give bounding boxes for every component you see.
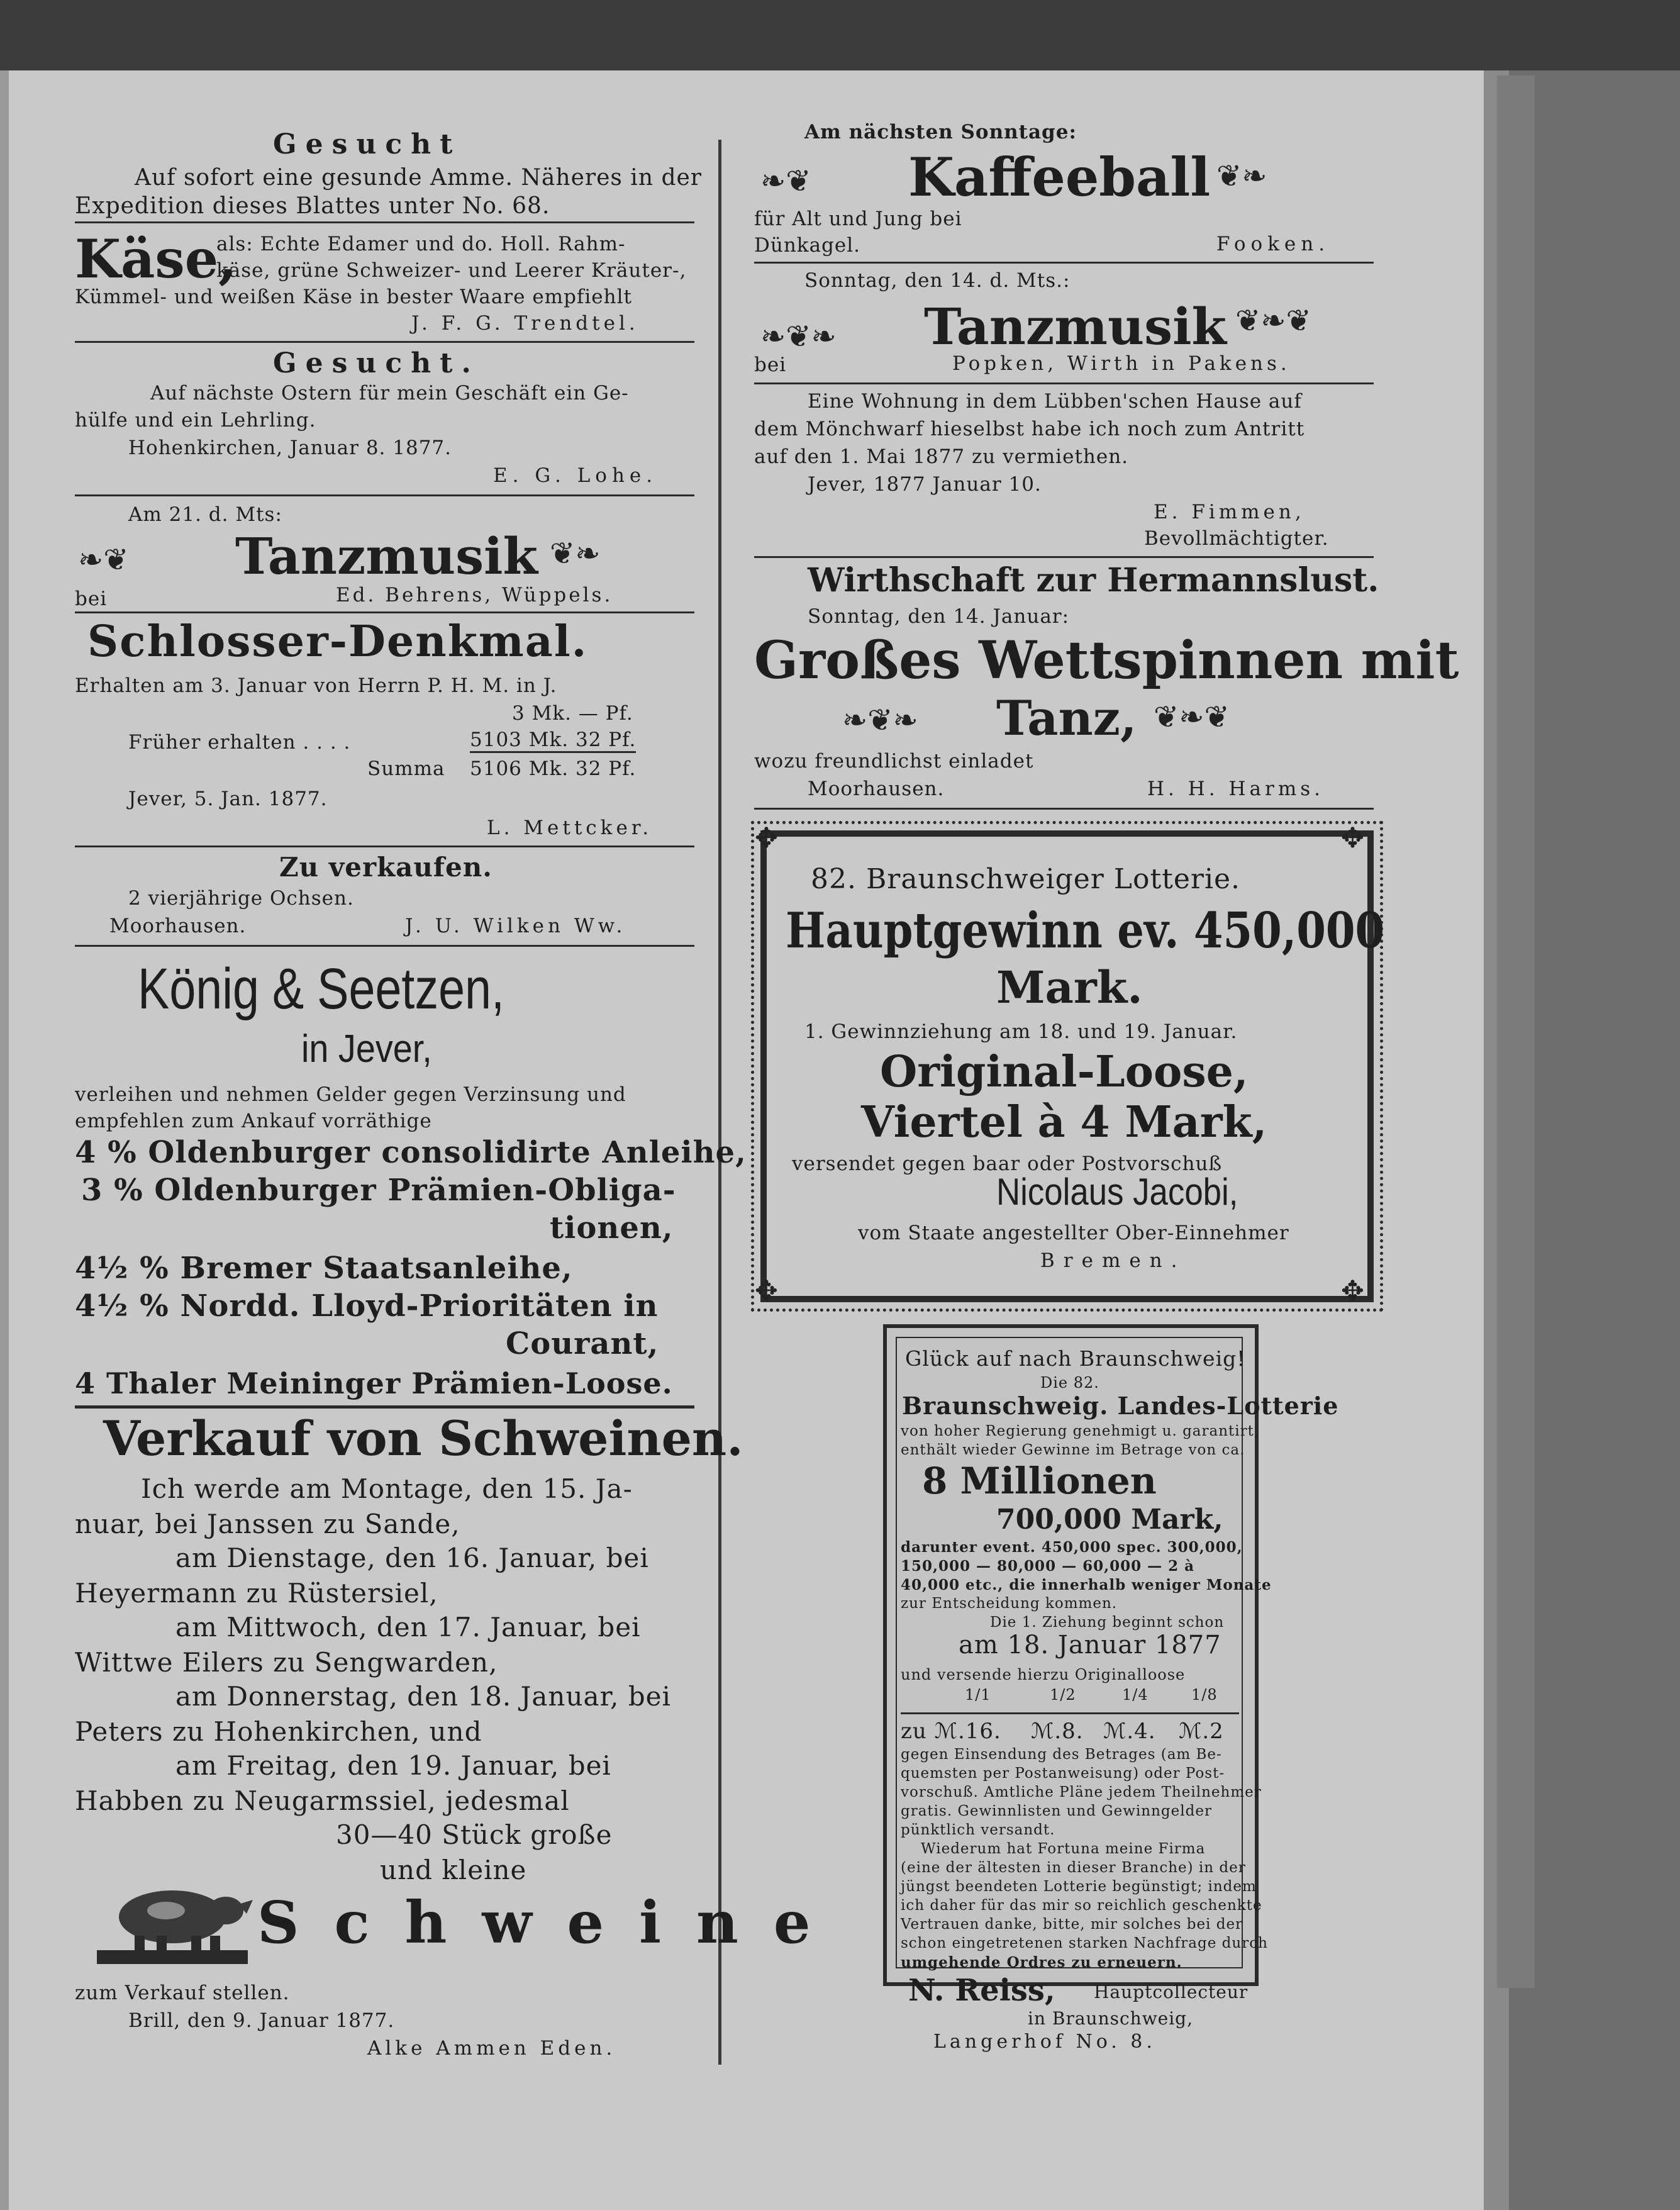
reiss-name: N. Reiss, xyxy=(908,1973,1055,2008)
ad-denkmal-line1: Erhalten am 3. Januar von Herrn P. H. M. in J. xyxy=(75,674,557,697)
separator xyxy=(901,1712,1239,1714)
ad-schweine-l1: Ich werde am Montage, den 15. Ja- xyxy=(141,1473,633,1504)
reiss-price: zu ℳ.16. xyxy=(901,1719,1001,1744)
ad-bank-line1: verleihen und nehmen Gelder gegen Verzinsung und xyxy=(75,1083,626,1106)
ad-bank-line2: empfehlen zum Ankauf vorräthige xyxy=(75,1110,432,1132)
ad-verkaufen-title: Zu verkaufen. xyxy=(279,852,492,883)
ad-kaese-line2: käse, grüne Schweizer- und Leerer Kräuter-, xyxy=(216,259,687,282)
corner-ornament-icon: ✥ xyxy=(755,822,778,854)
column-divider xyxy=(718,140,721,2065)
reiss-price: ℳ.8. xyxy=(1031,1719,1084,1744)
ad-kaffee-place: Dünkagel. xyxy=(754,234,861,257)
ad-schweine-place: Brill, den 9. Januar 1877. xyxy=(128,2009,395,2032)
reiss-addr: Langerhof No. 8. xyxy=(933,2031,1156,2053)
ad-bank-item5: 4 Thaler Meininger Prämien-Loose. xyxy=(75,1366,673,1400)
ornament-left-icon: ❧❦❧ xyxy=(842,703,918,738)
ad-gesucht-title: Gesucht xyxy=(273,128,462,160)
ad-verkaufen-line1: 2 vierjährige Ochsen. xyxy=(128,887,354,910)
ad-denkmal-line3-amount: 5106 Mk. 32 Pf. xyxy=(470,757,637,780)
ornament-right-icon: ❦❧❦ xyxy=(1235,303,1311,338)
lottery-city: Bremen. xyxy=(1040,1249,1186,1272)
lottery-name: Nicolaus Jacobi, xyxy=(996,1171,1238,1213)
reiss-frac: 1/2 xyxy=(1050,1686,1076,1704)
lottery-title: 82. Braunschweiger Lotterie. xyxy=(811,863,1241,895)
ornament-left-icon: ❧❦❧ xyxy=(760,319,837,354)
reiss-frac: 1/1 xyxy=(965,1686,991,1704)
reiss-l18: gratis. Gewinnlisten und Gewinngelder xyxy=(901,1803,1212,1819)
ad-schweine-l6: Wittwe Eilers zu Sengwarden, xyxy=(75,1647,498,1678)
separator xyxy=(754,382,1374,384)
ad-schweine-l5: am Mittwoch, den 17. Januar, bei xyxy=(175,1612,641,1643)
ad-schweine-l8: Peters zu Hohenkirchen, und xyxy=(75,1716,482,1747)
reiss-frac: 1/8 xyxy=(1191,1686,1218,1704)
separator xyxy=(75,945,694,947)
lottery-orig: Original-Loose, xyxy=(880,1047,1249,1097)
ad-denkmal-signature: L. Mettcker. xyxy=(487,817,653,839)
ad-gesucht2-line1: Auf nächste Ostern für mein Geschäft ein Ge- xyxy=(150,382,629,405)
ad-kaese-signature: J. F. G. Trendtel. xyxy=(411,312,639,335)
ad-wohnung-role: Bevollmächtigter. xyxy=(1144,527,1329,550)
reiss-price: ℳ.2 xyxy=(1179,1719,1224,1744)
reiss-l2: Die 82. xyxy=(1040,1374,1099,1392)
reiss-price: ℳ.4. xyxy=(1103,1719,1156,1744)
reiss-l13: am 18. Januar 1877 xyxy=(959,1631,1221,1660)
reiss-l11: zur Entscheidung kommen. xyxy=(901,1595,1118,1612)
reiss-l10: 40,000 etc., die innerhalb weniger Monate xyxy=(901,1577,1272,1593)
ornament-left-icon: ❧❦ xyxy=(78,542,129,578)
reiss-l8: darunter event. 450,000 spec. 300,000, xyxy=(901,1539,1243,1556)
ornament-right-icon: ❦❧ xyxy=(550,536,601,571)
ad-tanz2-prefix: bei xyxy=(754,354,787,376)
page-stack xyxy=(1497,75,1535,1988)
ad-verkaufen-place: Moorhausen. xyxy=(109,915,247,937)
reiss-l3: Braunschweig. Landes-Lotterie xyxy=(902,1392,1339,1420)
ornament-right-icon: ❦❧❦ xyxy=(1154,700,1230,735)
ad-wohnung-line1: Eine Wohnung in dem Lübben'schen Hause auf xyxy=(808,390,1302,413)
reiss-frac: 1/4 xyxy=(1122,1686,1149,1704)
ad-schweine-l3: am Dienstage, den 16. Januar, bei xyxy=(175,1543,649,1573)
pig-woodcut-icon xyxy=(97,1876,254,1973)
reiss-l5: enthält wieder Gewinne im Betrage von ca. xyxy=(901,1442,1245,1458)
separator xyxy=(75,494,694,496)
lottery-line2: versendet gegen baar oder Postvorschuß xyxy=(792,1152,1223,1175)
reiss-l17: vorschuß. Amtliche Pläne jedem Theilnehmer xyxy=(901,1784,1262,1800)
ad-hermann-title: Wirthschaft zur Hermannslust. xyxy=(808,561,1379,600)
ad-denkmal-line2-label: Früher erhalten . . . . xyxy=(128,731,351,754)
ad-kaese-line1: als: Echte Edamer und do. Holl. Rahm- xyxy=(216,233,626,255)
ad-schweine-big: Schweine xyxy=(257,1889,846,1956)
ad-bank-item2b: tionen, xyxy=(550,1210,674,1246)
ad-wohnung-line2: dem Mönchwarf hieselbst habe ich noch zum Antritt xyxy=(754,418,1305,440)
ad-gesucht2-title: Gesucht. xyxy=(273,347,480,379)
reiss-l6: 8 Millionen xyxy=(922,1459,1157,1502)
ad-kaffee-line1: für Alt und Jung bei xyxy=(754,208,962,230)
ad-tanz2-date: Sonntag, den 14. d. Mts.: xyxy=(804,269,1071,292)
reiss-l19: pünktlich versandt. xyxy=(901,1822,1055,1838)
separator xyxy=(754,808,1374,810)
ad-schweine-l2: nuar, bei Janssen zu Sande, xyxy=(75,1509,460,1539)
corner-ornament-icon: ✥ xyxy=(755,1275,778,1307)
ad-tanz1-host: Ed. Behrens, Wüppels. xyxy=(336,584,613,606)
ad-kaffee-date: Am nächsten Sonntage: xyxy=(804,121,1077,143)
ad-schweine-l12: und kleine xyxy=(380,1855,527,1885)
ad-denkmal-line3-label: Summa xyxy=(367,757,445,780)
ad-gesucht-line1: Auf sofort eine gesunde Amme. Näheres in der xyxy=(135,165,703,191)
ad-hermann-place: Moorhausen. xyxy=(808,778,945,800)
ad-verkaufen-signature: J. U. Wilken Ww. xyxy=(405,915,626,937)
ad-kaffee-title: Kaffeeball xyxy=(908,146,1211,208)
reiss-l24: Vertrauen danke, bitte, mir solches bei der xyxy=(901,1916,1243,1933)
reiss-l21: (eine der ältesten in dieser Branche) in der xyxy=(901,1860,1246,1876)
ad-wohnung-line3: auf den 1. Mai 1877 zu vermiethen. xyxy=(754,445,1129,468)
reiss-l7: 700,000 Mark, xyxy=(996,1504,1223,1536)
ad-kaese-line3: Kümmel- und weißen Käse in bester Waare empfiehlt xyxy=(75,286,632,308)
ad-schweine-l4: Heyermann zu Rüstersiel, xyxy=(75,1578,438,1609)
lottery-line3: vom Staate angestellter Ober-Einnehmer xyxy=(858,1222,1289,1244)
ad-hermann-date: Sonntag, den 14. Januar: xyxy=(808,605,1070,628)
reiss-l4: von hoher Regierung genehmigt u. garantirt, xyxy=(901,1423,1260,1439)
reiss-l15: gegen Einsendung des Betrages (am Be- xyxy=(901,1746,1222,1763)
ad-wohnung-place: Jever, 1877 Januar 10. xyxy=(808,473,1042,496)
reiss-l20: Wiederum hat Fortuna meine Firma xyxy=(921,1841,1206,1857)
ad-hermann-tanz: Tanz, xyxy=(996,690,1137,746)
ad-schweine-l10: Habben zu Neugarmssiel, jedesmal xyxy=(75,1785,570,1816)
newspaper-page xyxy=(9,70,1484,2210)
ad-bank-subtitle: in Jever, xyxy=(301,1027,432,1071)
reiss-l14: und versende hierzu Originalloose xyxy=(901,1666,1186,1683)
ad-hermann-big: Großes Wettspinnen mit xyxy=(754,630,1459,691)
ad-bank-item4a: 4½ % Nordd. Lloyd-Prioritäten in xyxy=(75,1288,659,1324)
reiss-l9: 150,000 — 80,000 — 60,000 — 2 à xyxy=(901,1558,1195,1575)
reiss-l16: quemsten per Postanweisung) oder Post- xyxy=(901,1765,1225,1782)
ad-bank-item3: 4½ % Bremer Staatsanleihe, xyxy=(75,1251,573,1286)
corner-ornament-icon: ✥ xyxy=(1341,822,1364,854)
lottery-mark: Mark. xyxy=(996,961,1143,1013)
ad-bank-item4b: Courant, xyxy=(506,1326,659,1361)
ad-hermann-line1: wozu freundlichst einladet xyxy=(754,750,1034,773)
separator xyxy=(754,556,1374,558)
ad-tanz1-prefix: bei xyxy=(75,588,108,610)
ad-schweine-signature: Alke Ammen Eden. xyxy=(367,2037,616,2060)
ad-gesucht2-line2: hülfe und ein Lehrling. xyxy=(75,409,316,432)
ad-denkmal-place: Jever, 5. Jan. 1877. xyxy=(128,788,328,810)
separator xyxy=(754,262,1374,264)
ad-wohnung-signature: E. Fimmen, xyxy=(1154,501,1305,523)
ad-schweine-l9: am Freitag, den 19. Januar, bei xyxy=(175,1750,611,1781)
separator xyxy=(75,845,694,847)
ad-tanz1-title: Tanzmusik xyxy=(235,527,538,586)
ad-hermann-signature: H. H. Harms. xyxy=(1147,778,1324,800)
reiss-l1: Glück auf nach Braunschweig! xyxy=(905,1346,1246,1371)
reiss-l22: jüngst beendeten Lotterie begünstigt; indem xyxy=(901,1878,1257,1895)
ad-kaffee-host: Fooken. xyxy=(1216,233,1330,255)
reiss-l23: ich daher für das mir so reichlich geschenkte xyxy=(901,1897,1262,1914)
reiss-city: in Braunschweig, xyxy=(1028,2008,1194,2029)
separator xyxy=(75,611,694,613)
reiss-role: Hauptcollecteur xyxy=(1094,1982,1249,2002)
ad-kaese-title: Käse, xyxy=(75,228,237,290)
ornament-right-icon: ❦❧ xyxy=(1216,159,1267,194)
ornament-left-icon: ❧❦ xyxy=(760,164,811,199)
ad-bank-title: König & Seetzen, xyxy=(138,957,504,1021)
ad-schweine-title: Verkauf von Schweinen. xyxy=(103,1410,743,1466)
ad-gesucht2-line3: Hohenkirchen, Januar 8. 1877. xyxy=(128,437,452,459)
ad-tanz2-host: Popken, Wirth in Pakens. xyxy=(952,352,1291,375)
ad-bank-item2a: 3 % Oldenburger Prämien-Obliga- xyxy=(81,1173,676,1208)
separator xyxy=(75,341,694,343)
reiss-l12: Die 1. Ziehung beginnt schon xyxy=(990,1614,1225,1631)
corner-ornament-icon: ✥ xyxy=(1341,1275,1364,1307)
ad-tanz2-title: Tanzmusik xyxy=(924,297,1227,356)
separator xyxy=(75,1405,694,1409)
lottery-viertel: Viertel à 4 Mark, xyxy=(861,1097,1267,1147)
ad-tanz1-date: Am 21. d. Mts: xyxy=(128,503,282,526)
ad-gesucht2-signature: E. G. Lohe. xyxy=(493,464,658,487)
reiss-l26: umgehende Ordres zu erneuern. xyxy=(901,1954,1182,1971)
ad-gesucht-line2: Expedition dieses Blattes unter No. 68. xyxy=(75,193,550,219)
ad-denkmal-title: Schlosser-Denkmal. xyxy=(87,617,588,667)
separator xyxy=(75,221,694,223)
ad-schweine-l13: zum Verkauf stellen. xyxy=(75,1982,290,2004)
reiss-l25: schon eingetretenen starken Nachfrage durch xyxy=(901,1935,1268,1951)
ad-schweine-l11: 30—40 Stück große xyxy=(336,1819,613,1850)
ad-bank-item1: 4 % Oldenburger consolidirte Anleihe, xyxy=(75,1135,747,1170)
ad-denkmal-line1-amount: 3 Mk. — Pf. xyxy=(512,702,633,725)
left-page-edge xyxy=(0,70,9,2210)
lottery-head: Hauptgewinn ev. 450,000 xyxy=(786,902,1385,959)
ad-denkmal-line2-amount: 5103 Mk. 32 Pf. xyxy=(470,728,636,753)
lottery-line1: 1. Gewinnziehung am 18. und 19. Januar. xyxy=(804,1020,1238,1043)
ad-schweine-l7: am Donnerstag, den 18. Januar, bei xyxy=(175,1681,671,1712)
